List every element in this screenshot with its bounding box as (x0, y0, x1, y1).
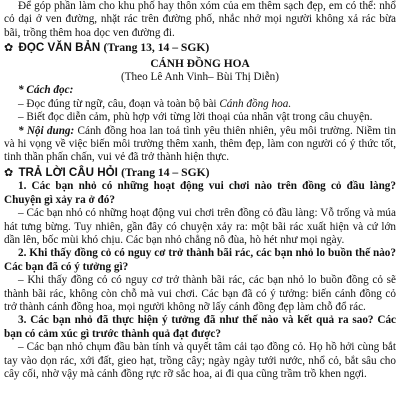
flower-icon: ✿ (4, 42, 14, 55)
reading-method-item-2: – Biết đọc diễn cảm, phù hợp với từng lời thoại của nhân vật trong câu chuyện. (18, 111, 373, 124)
reading-method-label: * Cách đọc: (18, 84, 74, 97)
question-2: 2. Khi thấy đồng cỏ có nguy cơ trở thành bãi rác, các bạn nhỏ lo buồn thế nào? Các bạn đã có ý tưởng gì? (4, 247, 396, 273)
answers-section-heading (4, 166, 396, 180)
answers-section-pages: (Trang 14 – SGK) (121, 165, 210, 179)
content-summary: * Nội dung: Cánh đồng hoa lan toả tình yêu thiên nhiên, yêu môi trường. Niềm tin và hi vọng về việc biến môi trường thêm xanh, thêm đẹp, làm con người có ý thức tốt, tinh thần phấn chấn, vui vẻ đã trở thành hiện thực. (4, 124, 397, 164)
reading-section-heading (4, 41, 396, 55)
flower-icon: ✿ (4, 166, 14, 179)
answer-3: – Các bạn nhỏ chụm đầu bàn tính và quyết tâm cải tạo đồng cỏ. Họ hồ hởi cùng bắt tay vào dọn rác, xới đất, gieo hạt, trồng cây; ngày ngày tưới nước, nhổ cỏ, bắt sâu cho cây cối, nhờ vậy mà cánh đồng rực rỡ sắc hoa, ai đi qua cũng trầm trồ khen ngợi. (4, 341, 396, 380)
reading-method-item-1: – Đọc đúng từ ngữ, câu, đoạn và toàn bộ bài Cánh đồng hoa. (18, 97, 292, 110)
reading-section-title: ĐỌC VĂN BẢN (18, 41, 101, 55)
intro-paragraph: Để góp phần làm cho khu phố hay thôn xóm của em thêm sạch đẹp, em có thể: nhổ cỏ dại ở ven đường, nhặt rác trên đường phố, nhắc nhở mọi người không xả rác bừa bãi, trồng thêm hoa dọc ven đường đi. (4, 0, 396, 39)
answer-1: – Các bạn nhỏ có những hoạt động vui chơi trên đồng cỏ đầu làng: Vỗ trống và múa hát tưng bừng. Tuy nhiên, gần đây có chuyện xảy ra: một bãi rác xuất hiện và cứ lớn dần lên, bốc mùi khó chịu. Các bạn nhỏ chẳng nô đùa, hò hét như mọi ngày. (4, 207, 396, 246)
question-1: 1. Các bạn nhỏ có những hoạt động vui chơi nào trên đồng cỏ đầu làng? Chuyện gì xảy ra ở đó? (4, 180, 396, 206)
text-title: CÁNH ĐỒNG HOA (150, 57, 250, 70)
answer-2: – Khi thấy đồng cỏ có nguy cơ trở thành bãi rác, các bạn nhỏ lo buồn đồng cỏ sẽ thành bãi rác, không còn chỗ mà vui chơi. Các bạn đã có ý tưởng: biến cánh đồng cỏ trở thành cánh đồng hoa, mọi người không nỡ lấy cánh đồng đẹp làm chỗ đổ rác. (4, 274, 396, 313)
question-3: 3. Các bạn nhỏ đã thực hiện ý tưởng đã như thế nào và kết quả ra sao? Các bạn có cảm xúc gì trước thành quả đạt được? (4, 314, 396, 340)
text-author: (Theo Lê Anh Vinh– Bùi Thị Diễn) (120, 71, 279, 84)
answers-section-title: TRẢ LỜI CÂU HỎI (18, 165, 118, 179)
reading-section-pages: (Trang 13, 14 – SGK) (103, 41, 210, 55)
